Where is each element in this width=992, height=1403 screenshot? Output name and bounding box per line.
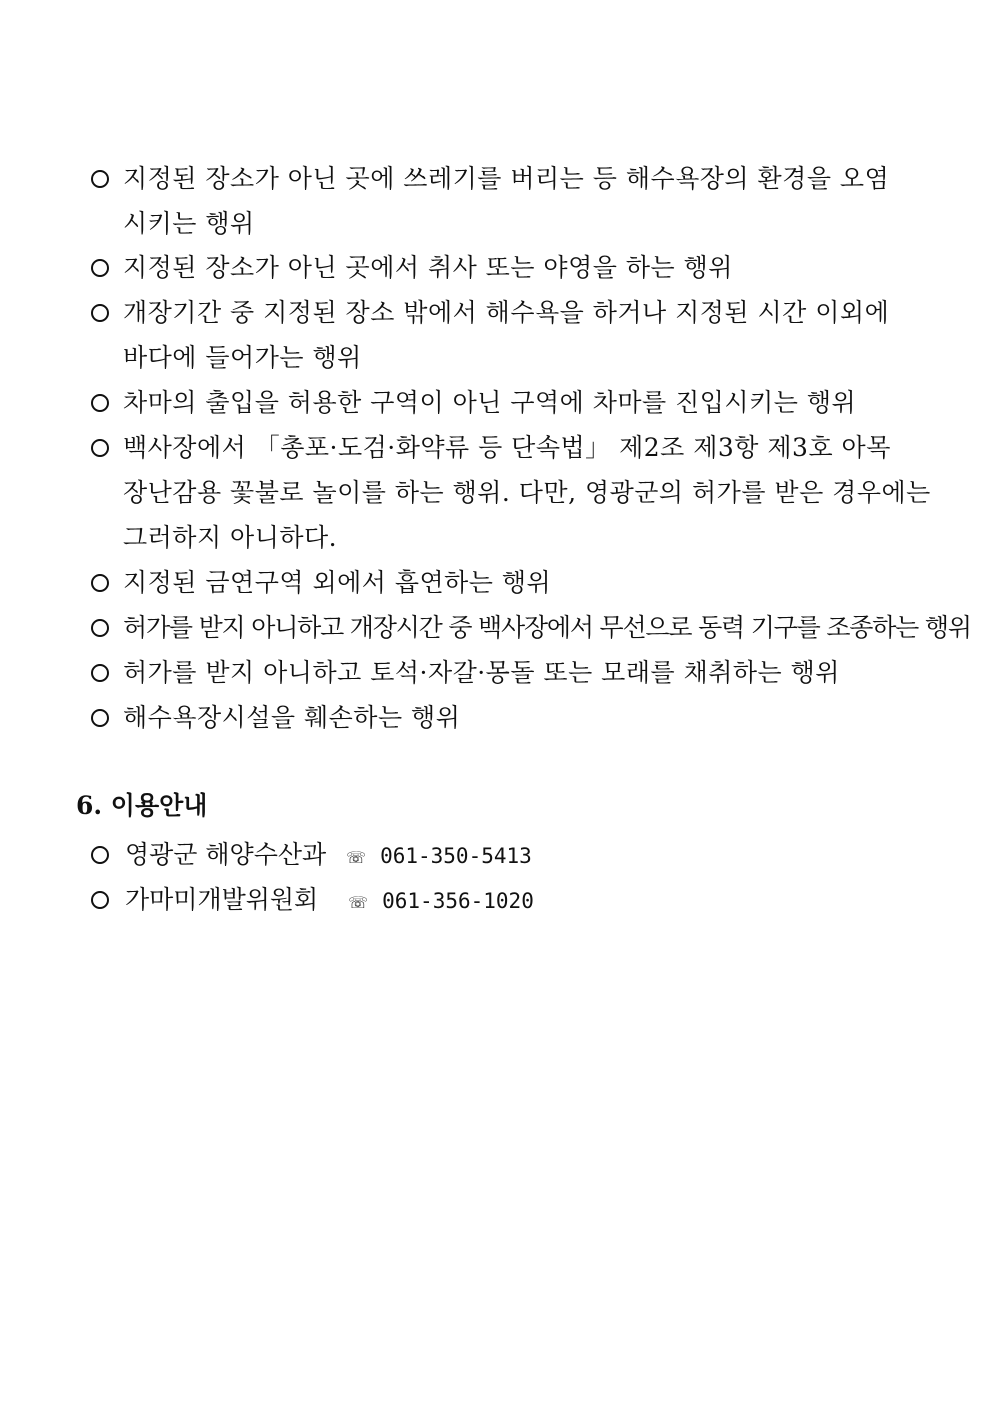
rule-text-continued: 장난감용 꽃불로 놀이를 하는 행위. 다만, 영광군의 허가를 받은 경우에는 — [123, 478, 931, 507]
phone-number: 061-350-5413 — [380, 844, 532, 868]
phone-number: 061-356-1020 — [382, 889, 534, 913]
phone-icon: ☏ — [346, 848, 367, 867]
rule-text: 허가를 받지 아니하고 개장시간 중 백사장에서 무선으로 동력 기구를 조종하는 행위 — [123, 613, 971, 642]
rule-text: 개장기간 중 지정된 장소 밖에서 해수욕을 하거나 지정된 시간 이외에 — [123, 298, 890, 327]
circle-bullet-icon — [88, 425, 118, 471]
rule-text-continued: 그러하지 아니하다. — [123, 523, 338, 552]
section-heading: 6. 이용안내 — [76, 791, 208, 820]
circle-bullet-icon — [88, 156, 118, 202]
rule-text-continued: 바다에 들어가는 행위 — [123, 343, 362, 372]
circle-bullet-icon — [88, 560, 118, 606]
circle-bullet-icon — [88, 650, 118, 696]
circle-bullet-icon — [88, 245, 118, 291]
contact-name: 가마미개발위원회 — [125, 885, 319, 914]
rule-text: 지정된 금연구역 외에서 흡연하는 행위 — [123, 568, 552, 597]
rule-item — [88, 290, 928, 380]
contact-item — [88, 877, 534, 925]
rule-item — [88, 156, 928, 246]
rule-item — [88, 245, 928, 290]
rule-text: 지정된 장소가 아닌 곳에 쓰레기를 버리는 등 해수욕장의 환경을 오염 — [123, 164, 890, 193]
rule-item — [88, 560, 928, 605]
rule-text: 허가를 받지 아니하고 토석·자갈·몽돌 또는 모래를 채취하는 행위 — [123, 658, 840, 687]
circle-bullet-icon — [88, 380, 118, 426]
rule-item — [88, 650, 928, 695]
circle-bullet-icon — [88, 290, 118, 336]
phone-icon: ☏ — [348, 893, 369, 912]
circle-bullet-icon — [88, 695, 118, 741]
rule-text: 지정된 장소가 아닌 곳에서 취사 또는 야영을 하는 행위 — [123, 253, 733, 282]
contact-item — [88, 832, 532, 880]
contact-name: 영광군 해양수산과 — [125, 840, 327, 869]
rule-item — [88, 605, 971, 650]
rule-item — [88, 695, 928, 740]
rule-text: 백사장에서 「총포·도검·화약류 등 단속법」 제2조 제3항 제3호 아목 — [123, 433, 891, 462]
rule-item — [88, 425, 931, 560]
circle-bullet-icon — [88, 877, 118, 923]
circle-bullet-icon — [88, 832, 118, 878]
rule-item — [88, 380, 928, 425]
rule-text-continued: 시키는 행위 — [123, 209, 255, 238]
rule-text: 해수욕장시설을 훼손하는 행위 — [123, 703, 461, 732]
circle-bullet-icon — [88, 605, 118, 651]
rule-text: 차마의 출입을 허용한 구역이 아닌 구역에 차마를 진입시키는 행위 — [123, 388, 857, 417]
